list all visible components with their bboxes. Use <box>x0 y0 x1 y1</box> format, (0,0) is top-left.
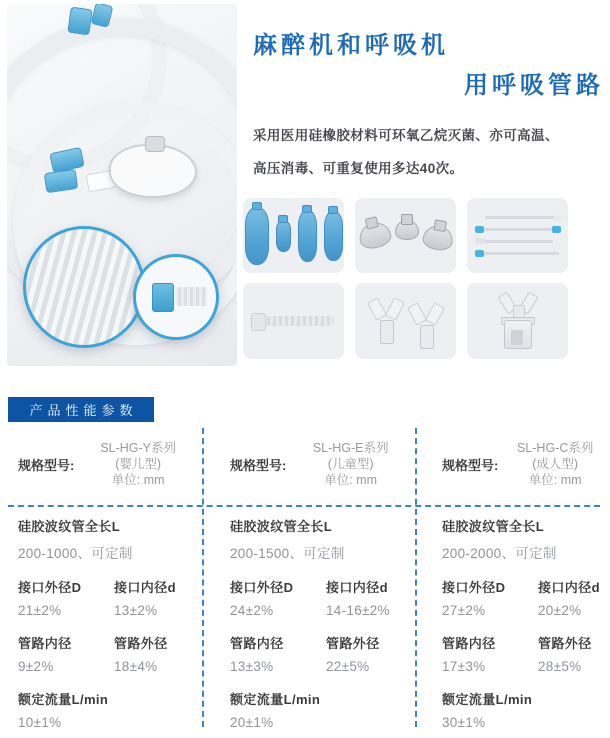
length-value: 200-2000、可定制 <box>442 546 557 561</box>
series-info <box>82 440 194 488</box>
section-title: 产品性能参数 <box>29 403 138 418</box>
y-connectors-thumb <box>355 283 456 359</box>
tube-id-value: 17±3% <box>442 659 486 674</box>
spec-row-port-diameters <box>442 577 604 618</box>
product-description <box>253 119 607 185</box>
inner-d-label: 接口内径d <box>538 580 600 595</box>
mask-icon <box>395 220 419 240</box>
catheter-icon <box>485 216 559 219</box>
anesthesia-masks-icon <box>359 222 453 250</box>
spec-row-flow <box>18 689 194 730</box>
column-divider <box>415 428 417 727</box>
spec-column-body <box>434 500 604 730</box>
outer-d-label: 接口外径D <box>230 580 294 595</box>
spec-row-length <box>230 516 407 562</box>
series-name: SL-HG-Y系列 <box>100 441 177 455</box>
breathing-bag-icon <box>245 207 269 265</box>
length-label: 硅胶波纹管全长L <box>18 519 121 534</box>
description-line2: 高压消毒、可重复使用多达40次。 <box>253 161 464 176</box>
y-connector-icon <box>408 303 444 349</box>
spec-column-header <box>222 428 407 500</box>
outer-d-label: 接口外径D <box>442 580 506 595</box>
spec-row-length <box>18 516 194 562</box>
water-trap-icon <box>501 293 535 349</box>
flow-value: 10±1% <box>18 715 62 730</box>
spec-row-tube-diameters <box>442 633 604 674</box>
corrugated-tube-closeup-callout <box>23 226 145 348</box>
length-value: 200-1000、可定制 <box>18 546 133 561</box>
mask-port-icon <box>145 136 165 152</box>
flow-label: 额定流量L/min <box>442 692 533 707</box>
series-unit: 单位: mm <box>324 473 378 487</box>
suction-catheters-thumb <box>467 198 568 273</box>
anesthesia-masks-thumb <box>355 198 456 273</box>
spec-column-body <box>10 500 194 730</box>
series-type: (婴儿型) <box>115 457 162 471</box>
water-trap-thumb <box>467 283 568 359</box>
spec-column-child <box>222 428 407 738</box>
page-title-line2: 用呼吸管路 <box>464 72 604 99</box>
tube-id-label: 管路内径 <box>18 636 72 651</box>
spec-table <box>0 428 610 728</box>
spec-row-length <box>442 516 604 562</box>
tube-id-label: 管路内径 <box>230 636 284 651</box>
section-header-bar <box>8 397 154 422</box>
corrugated-tube-icon <box>175 287 207 306</box>
length-value: 200-1500、可定制 <box>230 546 345 561</box>
mask-icon <box>421 223 455 252</box>
y-connector-icon <box>368 298 404 344</box>
tube-od-value: 18±4% <box>114 659 158 674</box>
inner-d-label: 接口内径d <box>114 580 176 595</box>
flow-value: 20±1% <box>230 715 274 730</box>
tube-id-label: 管路内径 <box>442 636 496 651</box>
series-name: SL-HG-E系列 <box>312 441 389 455</box>
spec-row-flow <box>230 689 407 730</box>
tube-od-label: 管路外径 <box>538 636 592 651</box>
inner-d-value: 20±2% <box>538 603 582 618</box>
flow-label: 额定流量L/min <box>230 692 321 707</box>
breathing-circuit-photo <box>7 4 237 366</box>
outer-d-value: 21±2% <box>18 603 62 618</box>
spec-column-infant <box>10 428 194 738</box>
spec-row-flow <box>442 689 604 730</box>
product-gallery <box>243 198 600 361</box>
tube-od-value: 28±5% <box>538 659 582 674</box>
breathing-bags-icon <box>245 207 343 265</box>
series-info <box>506 440 604 488</box>
blue-connector-icon <box>67 7 92 36</box>
page-title-line1: 麻醉机和呼吸机 <box>253 32 449 59</box>
suction-catheters-icon <box>477 216 559 255</box>
inner-d-label: 接口内径d <box>326 580 388 595</box>
outer-d-label: 接口外径D <box>18 580 82 595</box>
series-type: (儿童型) <box>327 457 374 471</box>
flow-label: 额定流量L/min <box>18 692 109 707</box>
series-name: SL-HG-C系列 <box>516 441 594 455</box>
blue-connector-icon <box>152 283 174 312</box>
tube-od-label: 管路外径 <box>326 636 380 651</box>
anesthesia-mask-icon <box>109 144 197 198</box>
page-title <box>253 26 604 106</box>
spec-row-tube-diameters <box>230 633 407 674</box>
catheter-icon <box>477 228 559 231</box>
catheter-icon <box>477 240 553 243</box>
tube-od-label: 管路外径 <box>114 636 168 651</box>
description-line1: 采用医用硅橡胶材料可环氧乙烷灭菌、亦可高温、 <box>253 128 559 143</box>
tube-id-value: 13±3% <box>230 659 274 674</box>
tube-id-value: 9±2% <box>18 659 54 674</box>
inner-d-value: 14-16±2% <box>326 603 390 618</box>
length-label: 硅胶波纹管全长L <box>442 519 545 534</box>
spec-row-port-diameters <box>230 577 407 618</box>
model-label: 规格型号: <box>230 457 287 473</box>
breathing-bag-icon <box>324 211 343 261</box>
spec-column-header <box>434 428 604 500</box>
y-connectors-icon <box>368 293 444 349</box>
corrugated-elbow-tube-icon <box>264 316 334 326</box>
catheter-icon <box>477 252 559 255</box>
blue-connector-closeup-callout <box>133 254 219 340</box>
spec-row-tube-diameters <box>18 633 194 674</box>
spec-column-adult <box>434 428 604 738</box>
outer-d-value: 27±2% <box>442 603 486 618</box>
mask-icon <box>356 220 393 252</box>
corrugated-elbow-tube-thumb <box>243 283 344 359</box>
model-label: 规格型号: <box>18 457 75 473</box>
model-label: 规格型号: <box>442 457 499 473</box>
outer-d-value: 24±2% <box>230 603 274 618</box>
spec-row-port-diameters <box>18 577 194 618</box>
breathing-bags-thumb <box>243 198 344 273</box>
length-label: 硅胶波纹管全长L <box>230 519 333 534</box>
series-type: (成人型) <box>532 457 579 471</box>
series-unit: 单位: mm <box>528 473 582 487</box>
series-unit: 单位: mm <box>111 473 165 487</box>
tube-od-value: 22±5% <box>326 659 370 674</box>
spec-column-body <box>222 500 407 730</box>
column-divider <box>202 428 204 727</box>
flow-value: 30±1% <box>442 715 486 730</box>
breathing-bag-icon <box>298 210 317 262</box>
inner-d-value: 13±2% <box>114 603 158 618</box>
breathing-bag-icon <box>276 220 291 252</box>
series-info <box>294 440 407 488</box>
spec-column-header <box>10 428 194 500</box>
